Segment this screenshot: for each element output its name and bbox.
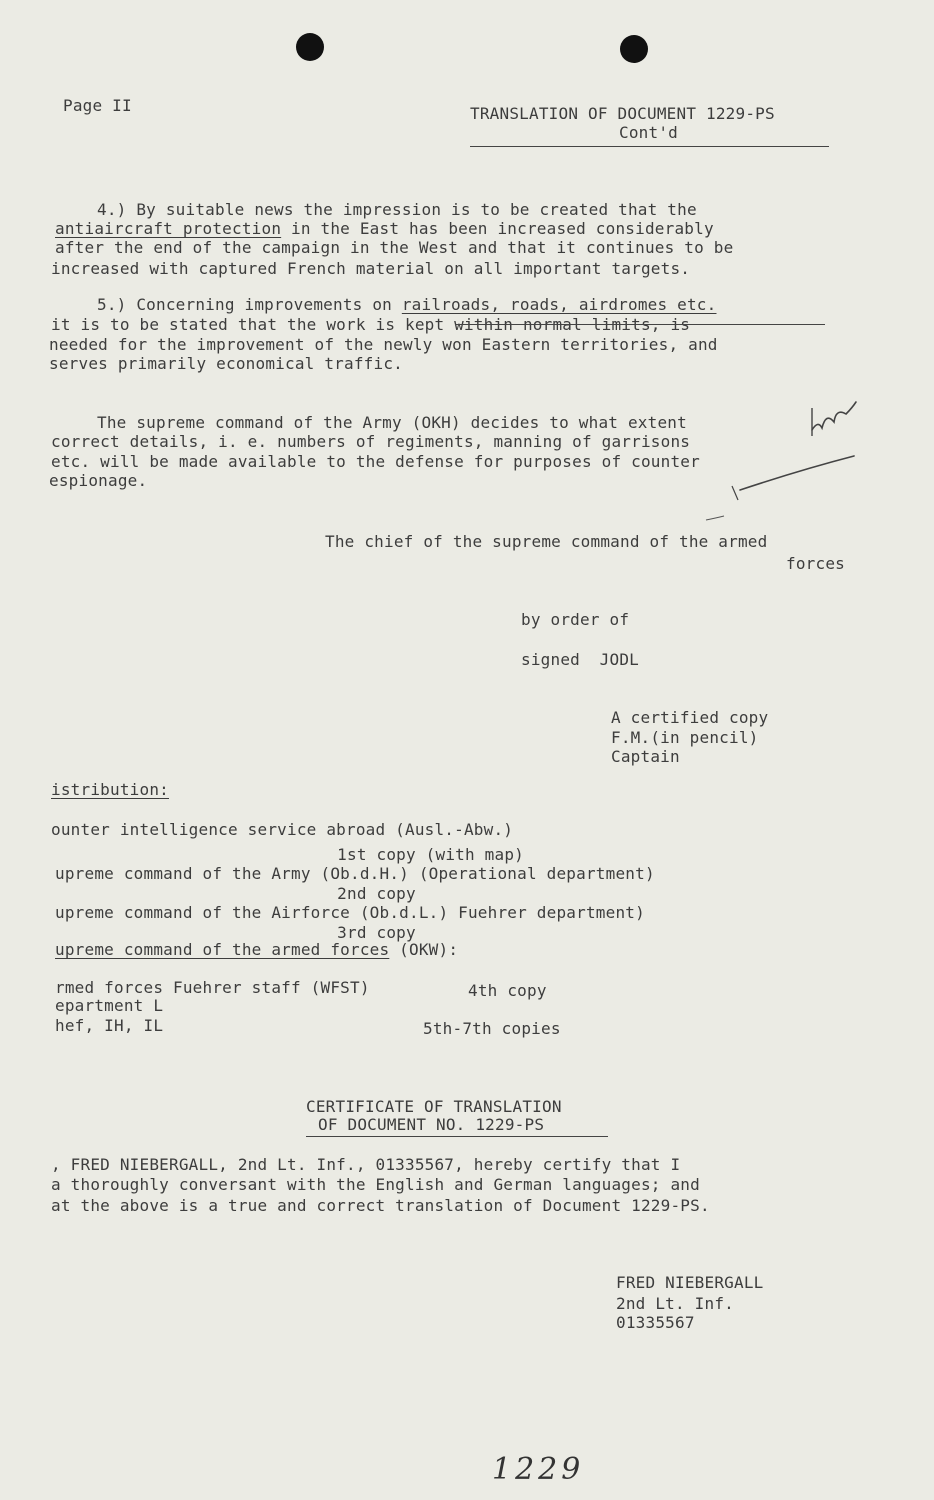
para4-line1: 4.) By suitable news the impression is to be created that the	[97, 200, 697, 219]
distribution-line-4: 2nd copy	[170, 884, 416, 903]
para6-line1: The supreme command of the Army (OKH) decides to what extent	[97, 413, 687, 432]
wfst-line2: epartment L	[55, 996, 164, 1015]
certificate-title1: CERTIFICATE OF TRANSLATION	[306, 1097, 562, 1116]
para6-line4: espionage.	[49, 471, 148, 490]
translator-number: 01335567	[616, 1313, 695, 1332]
by-order: by order of	[521, 610, 630, 629]
chief-line2: forces	[786, 554, 845, 573]
punch-hole-right	[620, 35, 648, 63]
wfst-line1: rmed forces Fuehrer staff (WFST)	[55, 978, 370, 997]
para4-line3: after the end of the campaign in the West and that it continues to be	[55, 238, 734, 257]
wfst-copies: 5th-7th copies	[423, 1019, 561, 1038]
wfst-copy: 4th copy	[468, 981, 547, 1000]
chief-line1: The chief of the supreme command of the armed	[325, 532, 768, 551]
certified-line2: F.M.(in pencil)	[611, 728, 759, 747]
para6-line3: etc. will be made available to the defense for purposes of counter	[51, 452, 700, 471]
para4-line4: increased with captured French material on all important targets.	[51, 259, 691, 278]
document-title: TRANSLATION OF DOCUMENT 1229-PS	[470, 104, 775, 123]
page-label: Page II	[63, 96, 132, 115]
handwritten-number: 1229	[492, 1452, 585, 1487]
para5-line2: it is to be stated that the work is kept within normal limits, is	[51, 315, 691, 334]
certificate-line1: , FRED NIEBERGALL, 2nd Lt. Inf., 01335567, hereby certify that I	[51, 1155, 681, 1174]
distribution-line-1: ounter intelligence service abroad (Ausl.-Abw.)	[51, 820, 514, 839]
para5-underlined: railroads, roads, airdromes etc.	[401, 295, 717, 314]
distribution-line-3: upreme command of the Army (Ob.d.H.) (Operational department)	[55, 864, 655, 883]
para5-pencil-strike	[455, 324, 825, 325]
pencil-annotation	[700, 370, 870, 530]
distribution-line-6: 3rd copy	[170, 923, 416, 942]
certificate-title2: OF DOCUMENT NO. 1229-PS	[318, 1115, 545, 1134]
para5-line4: serves primarily economical traffic.	[49, 354, 403, 373]
distribution-okw: upreme command of the armed forces (OKW):	[55, 940, 459, 959]
para5-line3: needed for the improvement of the newly won Eastern territories, and	[49, 335, 718, 354]
translator-name: FRED NIEBERGALL	[616, 1273, 764, 1292]
para4-line2: antiaircraft protection in the East has been increased considerably	[55, 219, 714, 238]
certificate-line2: a thoroughly conversant with the English and German languages; and	[51, 1175, 700, 1194]
certificate-rule	[306, 1136, 608, 1137]
certified-line1: A certified copy	[611, 708, 769, 727]
certified-line3: Captain	[611, 747, 680, 766]
para5-line1: 5.) Concerning improvements on railroads, roads, airdromes etc.	[97, 295, 717, 314]
certificate-line3: at the above is a true and correct translation of Document 1229-PS.	[51, 1196, 710, 1215]
distribution-heading: istribution:	[51, 780, 169, 799]
para4-underlined: antiaircraft protection	[55, 219, 282, 238]
distribution-line-2: 1st copy (with map)	[170, 845, 524, 864]
punch-hole-left	[296, 33, 324, 61]
header-rule	[470, 146, 829, 147]
wfst-line3: hef, IH, IL	[55, 1016, 164, 1035]
translator-rank: 2nd Lt. Inf.	[616, 1294, 734, 1313]
distribution-line-5: upreme command of the Airforce (Ob.d.L.) Fuehrer department)	[55, 903, 645, 922]
signed-jodl: signed JODL	[521, 650, 639, 669]
contd-label: Cont'd	[619, 123, 678, 142]
para6-line2: correct details, i. e. numbers of regiments, manning of garrisons	[51, 432, 691, 451]
